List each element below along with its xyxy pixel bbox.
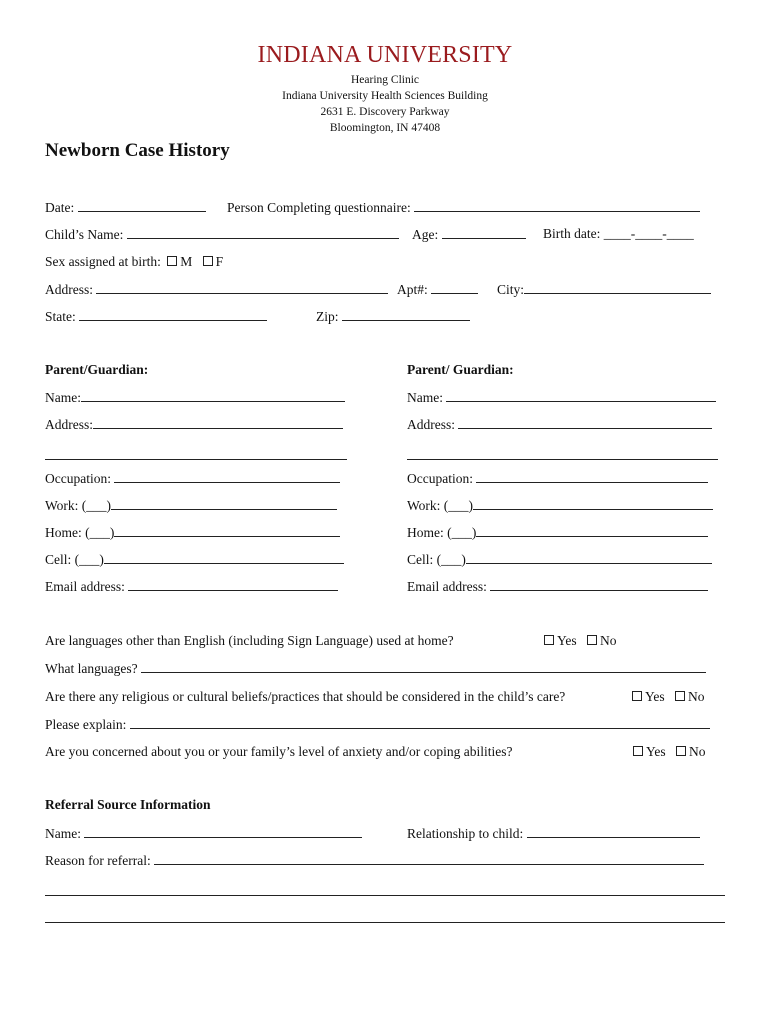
guardian-left-email-line[interactable] [128,578,338,591]
guardian-left-name-field[interactable] [45,389,345,406]
reason-line-2[interactable] [45,895,725,896]
age-label: Age: [412,227,439,242]
state-field[interactable] [45,308,267,325]
apt-label: Apt#: [397,282,428,297]
guardian-right-home-label: Home: (___) [407,525,477,540]
languages-no-checkbox[interactable] [587,635,597,645]
age-line[interactable] [442,226,526,239]
guardian-right-work-label: Work: (___) [407,498,474,513]
child-name-field[interactable] [45,226,399,243]
guardian-right-address-line-2[interactable] [407,459,718,460]
guardian-left-email-label: Email address: [45,579,125,594]
relationship-line[interactable] [527,825,700,838]
birth-date-field[interactable]: Birth date: ____-____-____ [543,226,694,241]
what-languages-line[interactable] [141,660,706,673]
guardian-left-cell-line[interactable] [104,551,344,564]
referral-name-label: Name: [45,826,81,841]
zip-line[interactable] [342,308,470,321]
languages-no-label: No [600,633,617,648]
beliefs-no-label: No [688,689,705,704]
referral-heading: Referral Source Information [45,797,211,812]
guardian-right-occupation-field[interactable] [407,470,708,487]
guardian-left-occupation-field[interactable] [45,470,340,487]
sex-label: Sex assigned at birth: [45,254,161,269]
guardian-left-cell-field[interactable] [45,551,344,568]
guardian-right-name-label: Name: [407,390,443,405]
guardian-left-address-field[interactable] [45,416,343,433]
guardian-left-cell-label: Cell: (___) [45,552,104,567]
anxiety-yes-checkbox[interactable] [633,746,643,756]
date-line[interactable] [78,199,206,212]
languages-yes-checkbox[interactable] [544,635,554,645]
address-field[interactable] [45,281,388,298]
guardian-left-work-line[interactable] [111,497,337,510]
languages-question: Are languages other than English (including Sign Language) used at home? [45,633,454,648]
guardian-right-home-field[interactable] [407,524,708,541]
anxiety-no-label: No [689,744,706,759]
guardian-right-email-field[interactable] [407,578,708,595]
relationship-label: Relationship to child: [407,826,524,841]
clinic-name: Hearing Clinic [350,74,420,86]
relationship-field[interactable] [407,825,700,842]
guardian-right-occupation-label: Occupation: [407,471,473,486]
state-line[interactable] [79,308,267,321]
guardian-left-occupation-label: Occupation: [45,471,111,486]
reason-field[interactable] [45,852,704,869]
referral-name-line[interactable] [84,825,362,838]
sex-m-label: M [180,254,193,269]
zip-label: Zip: [316,309,339,324]
guardian-right-cell-label: Cell: (___) [407,552,466,567]
zip-field[interactable] [316,308,470,325]
reason-line[interactable] [154,852,704,865]
guardian-right-name-field[interactable] [407,389,716,406]
what-languages-field[interactable] [45,660,706,677]
beliefs-options [629,689,705,705]
guardian-right-cell-field[interactable] [407,551,712,568]
reason-line-3[interactable] [45,922,725,923]
child-name-label: Child’s Name: [45,227,124,242]
city-address: Bloomington, IN 47408 [329,122,441,134]
date-label: Date: [45,200,75,215]
sex-f-checkbox[interactable] [203,256,213,266]
referral-name-field[interactable] [45,825,362,842]
languages-options [541,633,617,649]
anxiety-options [630,744,706,760]
state-label: State: [45,309,76,324]
guardian-left-heading: Parent/Guardian: [45,362,149,377]
reason-label: Reason for referral: [45,853,151,868]
address-line[interactable] [96,281,388,294]
apt-line[interactable] [431,281,478,294]
person-completing-line[interactable] [414,199,700,212]
guardian-right-work-field[interactable] [407,497,713,514]
guardian-right-work-line[interactable] [473,497,713,510]
sex-m-checkbox[interactable] [167,256,177,266]
anxiety-yes-label: Yes [646,744,666,759]
person-completing-label: Person Completing questionnaire: [227,200,411,215]
guardian-left-work-field[interactable] [45,497,337,514]
please-explain-field[interactable] [45,716,710,733]
beliefs-yes-checkbox[interactable] [632,691,642,701]
age-field[interactable] [412,226,526,243]
languages-yes-label: Yes [557,633,577,648]
city-label: City: [497,282,525,297]
guardian-right-address-line[interactable] [458,416,712,429]
sex-field [45,254,223,270]
what-languages-label: What languages? [45,661,138,676]
guardian-left-name-label: Name: [45,390,81,405]
guardian-right-email-label: Email address: [407,579,487,594]
guardian-left-address-label: Address: [45,417,93,432]
address-label: Address: [45,282,93,297]
guardian-left-home-field[interactable] [45,524,340,541]
guardian-right-cell-line[interactable] [466,551,712,564]
sex-f-label: F [215,254,224,269]
guardian-left-email-field[interactable] [45,578,338,595]
guardian-left-home-line[interactable] [114,524,340,537]
form-title: Newborn Case History [45,140,230,161]
date-field[interactable] [45,199,206,216]
city-field[interactable] [497,281,711,298]
beliefs-yes-label: Yes [645,689,665,704]
guardian-right-address-field[interactable] [407,416,712,433]
city-line[interactable] [524,281,711,294]
person-completing-field[interactable] [227,199,700,216]
street-address: 2631 E. Discovery Parkway [320,106,450,118]
beliefs-question: Are there any religious or cultural beliefs/practices that should be considered in the child’s care? [45,689,566,704]
anxiety-question: Are you concerned about you or your family’s level of anxiety and/or coping abilities? [45,744,513,759]
guardian-right-address-label: Address: [407,417,455,432]
child-name-line[interactable] [127,226,399,239]
guardian-left-address-line-2[interactable] [45,459,347,460]
guardian-left-home-label: Home: (___) [45,525,115,540]
guardian-left-occupation-line[interactable] [114,470,340,483]
guardian-right-name-line[interactable] [446,389,716,402]
university-name: INDIANA UNIVERSITY [257,42,513,68]
guardian-left-name-line[interactable] [81,389,345,402]
guardian-right-home-line[interactable] [476,524,708,537]
guardian-left-work-label: Work: (___) [45,498,112,513]
guardian-left-address-line[interactable] [93,416,343,429]
beliefs-no-checkbox[interactable] [675,691,685,701]
anxiety-no-checkbox[interactable] [676,746,686,756]
please-explain-line[interactable] [130,716,710,729]
guardian-right-heading: Parent/ Guardian: [407,362,514,377]
please-explain-label: Please explain: [45,717,127,732]
guardian-right-occupation-line[interactable] [476,470,708,483]
building-name: Indiana University Health Sciences Building [282,90,488,102]
apt-field[interactable] [397,281,478,298]
guardian-right-email-line[interactable] [490,578,708,591]
